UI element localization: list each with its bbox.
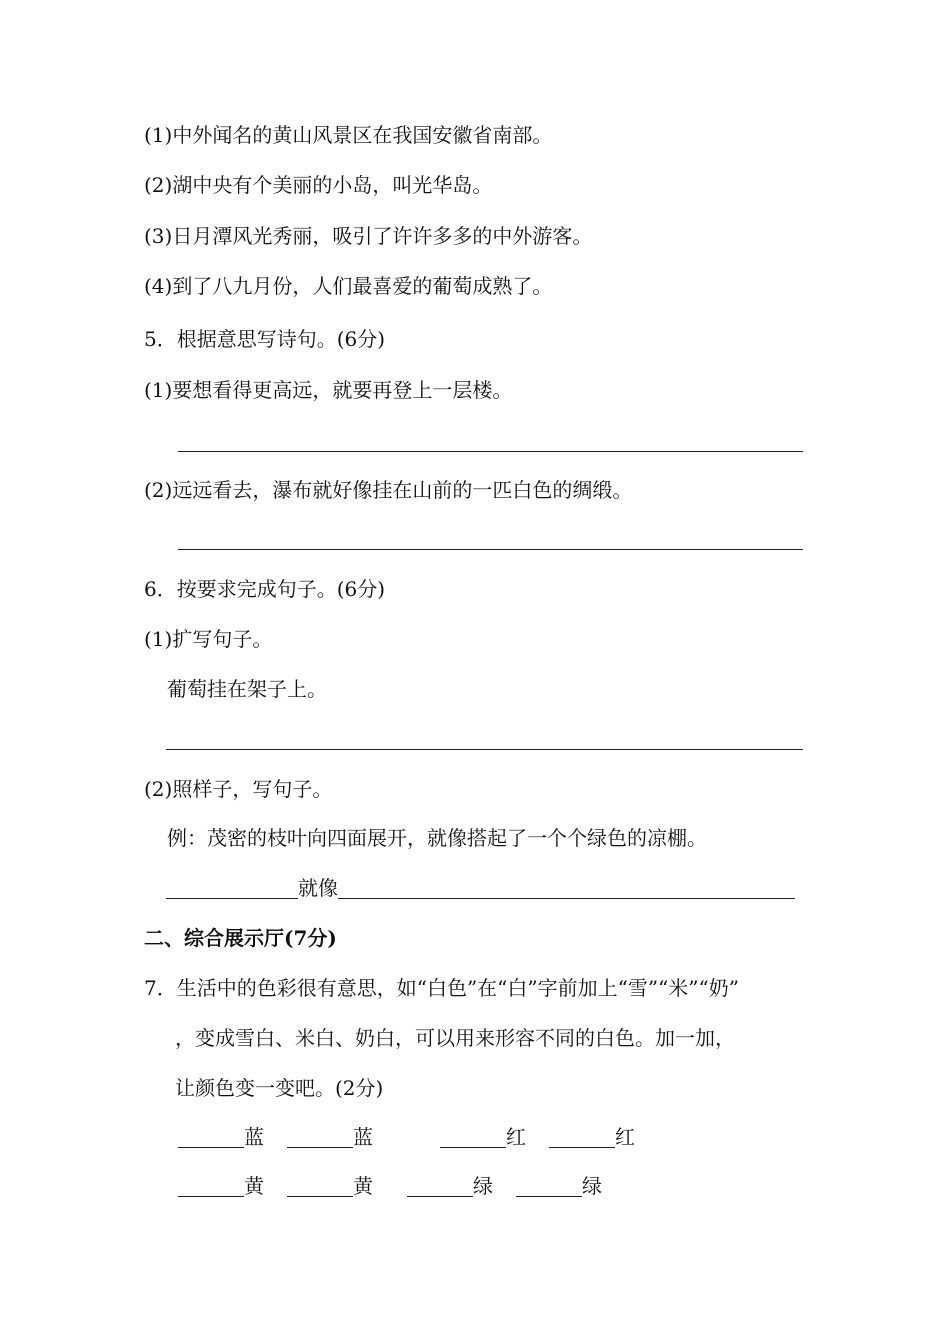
question-7-line-3: 让颜色变一变吧。(2分) (175, 1076, 384, 1100)
question-6-item-1: (1)扩写句子。 (144, 627, 273, 651)
fill-blank[interactable] (287, 1127, 353, 1148)
fill-blank[interactable] (549, 1127, 615, 1148)
fill-blank[interactable] (178, 1176, 244, 1197)
answer-line-q6-1[interactable] (166, 749, 803, 750)
fill-blank[interactable] (440, 1127, 506, 1148)
color-word: 红 (615, 1125, 635, 1149)
color-word: 绿 (473, 1174, 493, 1198)
question-5-item-2: (2)远远看去，瀑布就好像挂在山前的一匹白色的绸缎。 (144, 478, 633, 502)
color-word: 黄 (353, 1174, 373, 1198)
color-word: 红 (506, 1125, 526, 1149)
question-6-example: 例：茂密的枝叶向四面展开，就像搭起了一个个绿色的凉棚。 (167, 826, 707, 850)
question-6-title: 6．按要求完成句子。(6分) (144, 577, 386, 601)
question-7-line-1: 7．生活中的色彩很有意思，如“白色”在“白”字前加上“雪”“米”“奶” (144, 976, 739, 1000)
fill-blank-comparison[interactable] (338, 878, 795, 899)
fill-blank[interactable] (516, 1176, 582, 1197)
color-word: 蓝 (353, 1125, 373, 1149)
sentence-item-1: (1)中外闻名的黄山风景区在我国安徽省南部。 (144, 123, 553, 147)
sentence-item-2: (2)湖中央有个美丽的小岛，叫光华岛。 (144, 173, 493, 197)
fill-blank-subject[interactable] (166, 878, 298, 899)
question-5-item-1: (1)要想看得更高远，就要再登上一层楼。 (144, 378, 513, 402)
color-fill-row-1 (178, 1123, 635, 1151)
connector-word: 就像 (298, 876, 338, 900)
answer-line-q5-1[interactable] (178, 451, 803, 452)
question-7-line-2: ，变成雪白、米白、奶白，可以用来形容不同的白色。加一加， (175, 1026, 735, 1050)
color-fill-row-2 (178, 1172, 602, 1200)
question-6-item-1-sentence: 葡萄挂在架子上。 (167, 677, 327, 701)
fill-blank[interactable] (287, 1176, 353, 1197)
color-word: 黄 (244, 1174, 264, 1198)
sentence-item-4: (4)到了八九月份，人们最喜爱的葡萄成熟了。 (144, 274, 553, 298)
question-5-title: 5．根据意思写诗句。(6分) (144, 327, 386, 351)
color-word: 绿 (582, 1174, 602, 1198)
answer-line-q5-2[interactable] (178, 549, 803, 550)
fill-blank[interactable] (178, 1127, 244, 1148)
color-word: 蓝 (244, 1125, 264, 1149)
section-2-title: 二、综合展示厅(7分) (144, 926, 337, 950)
question-6-fill-row (166, 874, 795, 902)
sentence-item-3: (3)日月潭风光秀丽，吸引了许许多多的中外游客。 (144, 224, 593, 248)
fill-blank[interactable] (407, 1176, 473, 1197)
question-6-item-2: (2)照样子，写句子。 (144, 777, 333, 801)
